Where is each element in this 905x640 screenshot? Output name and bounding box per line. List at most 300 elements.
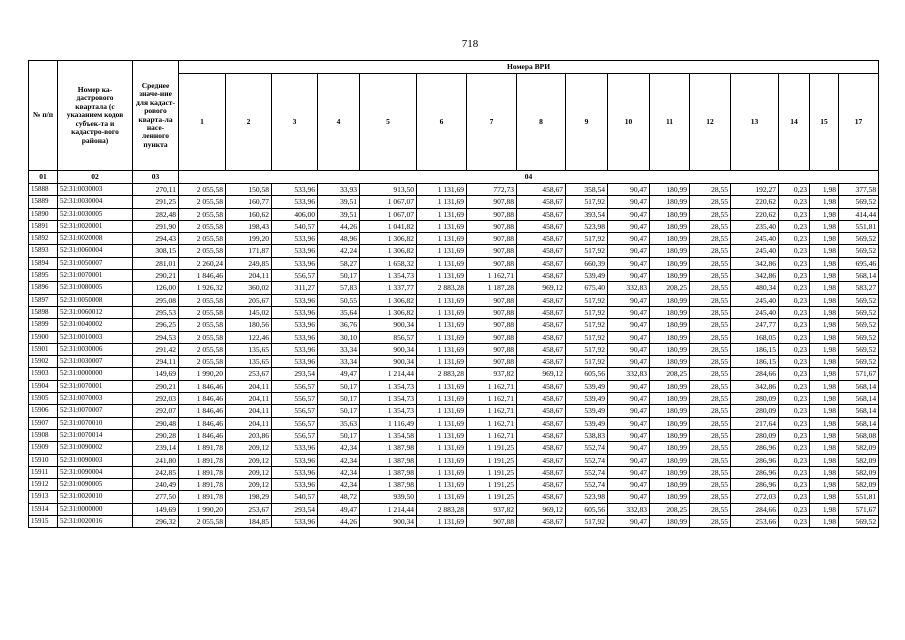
vri-value: 0,23 xyxy=(779,196,810,208)
row-number: 15907 xyxy=(29,417,58,429)
vri-value: 28,55 xyxy=(690,208,731,220)
vri-value: 42,34 xyxy=(318,454,360,466)
vri-value: 1,98 xyxy=(810,356,839,368)
table-row xyxy=(29,196,879,208)
vri-value: 36,76 xyxy=(318,319,360,331)
vri-value: 28,55 xyxy=(690,503,731,515)
vri-value: 414,44 xyxy=(839,208,879,220)
vri-value: 533,96 xyxy=(272,442,318,454)
vri-value: 556,57 xyxy=(272,393,318,405)
vri-value: 937,82 xyxy=(467,503,517,515)
vri-value: 1 306,82 xyxy=(360,245,417,257)
vri-value: 1,98 xyxy=(810,491,839,503)
header-vri-3: 3 xyxy=(272,74,318,171)
vri-value: 1 131,69 xyxy=(417,417,467,429)
vri-value: 907,88 xyxy=(467,356,517,368)
vri-value: 2 055,58 xyxy=(179,516,226,528)
vri-value: 28,55 xyxy=(690,491,731,503)
table-row xyxy=(29,442,879,454)
vri-value: 30,10 xyxy=(318,331,360,343)
vri-value: 1 846,46 xyxy=(179,270,226,282)
vri-value: 583,27 xyxy=(839,282,879,294)
table-body xyxy=(29,184,879,528)
vri-value: 58,27 xyxy=(318,257,360,269)
vri-value: 48,96 xyxy=(318,233,360,245)
vri-value: 28,55 xyxy=(690,368,731,380)
vri-value: 180,99 xyxy=(650,356,690,368)
cadastral-quarter: 52:31:0000000 xyxy=(58,368,133,380)
table-row xyxy=(29,331,879,343)
vri-value: 1 131,69 xyxy=(417,454,467,466)
vri-value: 28,55 xyxy=(690,393,731,405)
vri-value: 42,34 xyxy=(318,466,360,478)
vri-value: 284,66 xyxy=(731,503,779,515)
cadastral-quarter: 52:31:0030003 xyxy=(58,184,133,196)
vri-value: 2 055,58 xyxy=(179,220,226,232)
vri-value: 272,03 xyxy=(731,491,779,503)
vri-value: 1 187,28 xyxy=(467,282,517,294)
vri-value: 180,99 xyxy=(650,454,690,466)
vri-value: 180,99 xyxy=(650,479,690,491)
header-vri-8: 8 xyxy=(517,74,566,171)
header-vri-12: 12 xyxy=(690,74,731,171)
vri-value: 406,00 xyxy=(272,208,318,220)
header-vri-5: 5 xyxy=(360,74,417,171)
table-row xyxy=(29,393,879,405)
vri-value: 42,24 xyxy=(318,245,360,257)
vri-value: 2 883,28 xyxy=(417,282,467,294)
vri-value: 523,98 xyxy=(566,491,608,503)
row-number: 15891 xyxy=(29,220,58,232)
row-number: 15902 xyxy=(29,356,58,368)
vri-value: 458,67 xyxy=(517,196,566,208)
vri-value: 1,98 xyxy=(810,479,839,491)
vri-value: 208,25 xyxy=(650,282,690,294)
vri-value: 249,85 xyxy=(226,257,272,269)
vri-value: 900,34 xyxy=(360,516,417,528)
vri-value: 1 131,69 xyxy=(417,442,467,454)
vri-value: 220,62 xyxy=(731,196,779,208)
vri-value: 605,56 xyxy=(566,503,608,515)
vri-value: 458,67 xyxy=(517,245,566,257)
row-number: 15905 xyxy=(29,393,58,405)
vri-value: 39,51 xyxy=(318,208,360,220)
code-label: 04 xyxy=(179,171,879,184)
table-row xyxy=(29,429,879,441)
vri-value: 171,87 xyxy=(226,245,272,257)
vri-value: 0,23 xyxy=(779,282,810,294)
vri-value: 540,57 xyxy=(272,491,318,503)
row-number: 15892 xyxy=(29,233,58,245)
header-vri-2: 2 xyxy=(226,74,272,171)
vri-value: 1 131,69 xyxy=(417,294,467,306)
vri-value: 533,96 xyxy=(272,356,318,368)
vri-value: 50,55 xyxy=(318,294,360,306)
vri-value: 208,25 xyxy=(650,503,690,515)
row-number: 15909 xyxy=(29,442,58,454)
table-row xyxy=(29,516,879,528)
vri-value: 180,99 xyxy=(650,516,690,528)
vri-value: 1 354,73 xyxy=(360,393,417,405)
vri-value: 458,67 xyxy=(517,343,566,355)
vri-value: 1 214,44 xyxy=(360,368,417,380)
vri-value: 1 846,46 xyxy=(179,405,226,417)
vri-value: 90,47 xyxy=(608,479,650,491)
vri-value: 2 055,58 xyxy=(179,356,226,368)
vri-value: 458,67 xyxy=(517,491,566,503)
vri-value: 1,98 xyxy=(810,343,839,355)
vri-value: 900,34 xyxy=(360,343,417,355)
vri-value: 42,34 xyxy=(318,479,360,491)
cadastral-quarter: 52:31:0030005 xyxy=(58,208,133,220)
vri-value: 280,09 xyxy=(731,429,779,441)
vri-value: 180,99 xyxy=(650,306,690,318)
cadastral-quarter: 52:31:0050008 xyxy=(58,294,133,306)
table-row xyxy=(29,380,879,392)
vri-value: 458,67 xyxy=(517,331,566,343)
vri-value: 180,99 xyxy=(650,491,690,503)
header-quarter: Номер ка-дастрового квартала (с указанием кодов субъек-та и кадастро-вого района) xyxy=(58,61,133,171)
vri-value: 1 891,78 xyxy=(179,442,226,454)
cadastral-quarter: 52:31:0070001 xyxy=(58,380,133,392)
cadastral-quarter: 52:31:0030004 xyxy=(58,196,133,208)
vri-value: 90,47 xyxy=(608,208,650,220)
vri-value: 1 131,69 xyxy=(417,380,467,392)
vri-value: 0,23 xyxy=(779,294,810,306)
vri-value: 90,47 xyxy=(608,516,650,528)
vri-value: 517,92 xyxy=(566,294,608,306)
vri-value: 50,17 xyxy=(318,270,360,282)
vri-value: 0,23 xyxy=(779,466,810,478)
vri-value: 198,29 xyxy=(226,491,272,503)
row-number: 15904 xyxy=(29,380,58,392)
vri-value: 0,23 xyxy=(779,429,810,441)
vri-value: 180,99 xyxy=(650,343,690,355)
table-row xyxy=(29,245,879,257)
cadastral-quarter: 52:31:0030006 xyxy=(58,343,133,355)
vri-value: 1 387,98 xyxy=(360,442,417,454)
vri-value: 1 131,69 xyxy=(417,319,467,331)
vri-value: 517,92 xyxy=(566,233,608,245)
table-row xyxy=(29,233,879,245)
vri-value: 517,92 xyxy=(566,516,608,528)
average-value: 294,11 xyxy=(133,356,179,368)
vri-value: 44,26 xyxy=(318,220,360,232)
vri-value: 0,23 xyxy=(779,306,810,318)
row-number: 15900 xyxy=(29,331,58,343)
row-number: 15890 xyxy=(29,208,58,220)
vri-value: 1 162,71 xyxy=(467,429,517,441)
vri-value: 1 131,69 xyxy=(417,331,467,343)
vri-value: 1 131,69 xyxy=(417,343,467,355)
vri-value: 1 191,25 xyxy=(467,466,517,478)
vri-value: 556,57 xyxy=(272,380,318,392)
vri-value: 539,49 xyxy=(566,393,608,405)
vri-value: 1 131,69 xyxy=(417,491,467,503)
vri-value: 568,14 xyxy=(839,405,879,417)
header-vri-7: 7 xyxy=(467,74,517,171)
header-vri-13: 13 xyxy=(731,74,779,171)
vri-value: 1 846,46 xyxy=(179,393,226,405)
average-value: 149,69 xyxy=(133,368,179,380)
vri-value: 90,47 xyxy=(608,196,650,208)
vri-value: 1 387,98 xyxy=(360,466,417,478)
table-row xyxy=(29,343,879,355)
vri-value: 1 387,98 xyxy=(360,479,417,491)
vri-value: 552,74 xyxy=(566,442,608,454)
vri-value: 90,47 xyxy=(608,417,650,429)
vri-value: 1,98 xyxy=(810,270,839,282)
vri-value: 533,96 xyxy=(272,294,318,306)
cadastral-quarter: 52:31:0070014 xyxy=(58,429,133,441)
vri-value: 184,85 xyxy=(226,516,272,528)
vri-value: 28,55 xyxy=(690,184,731,196)
row-number: 15911 xyxy=(29,466,58,478)
vri-value: 458,67 xyxy=(517,454,566,466)
vri-value: 28,55 xyxy=(690,257,731,269)
vri-value: 393,54 xyxy=(566,208,608,220)
vri-value: 1 306,82 xyxy=(360,233,417,245)
vri-value: 90,47 xyxy=(608,491,650,503)
vri-value: 1 131,69 xyxy=(417,245,467,257)
vri-value: 186,15 xyxy=(731,343,779,355)
vri-value: 28,55 xyxy=(690,356,731,368)
vri-value: 772,73 xyxy=(467,184,517,196)
vri-value: 533,96 xyxy=(272,306,318,318)
vri-value: 90,47 xyxy=(608,466,650,478)
cadastral-quarter: 52:31:0020016 xyxy=(58,516,133,528)
vri-value: 0,23 xyxy=(779,208,810,220)
vri-value: 2 055,58 xyxy=(179,343,226,355)
vri-value: 458,67 xyxy=(517,220,566,232)
vri-value: 286,96 xyxy=(731,466,779,478)
vri-value: 135,65 xyxy=(226,343,272,355)
vri-value: 90,47 xyxy=(608,393,650,405)
vri-value: 0,23 xyxy=(779,417,810,429)
cadastral-quarter: 52:31:0060004 xyxy=(58,245,133,257)
vri-value: 571,67 xyxy=(839,503,879,515)
vri-value: 1 067,07 xyxy=(360,208,417,220)
vri-value: 533,96 xyxy=(272,331,318,343)
vri-value: 1 162,71 xyxy=(467,270,517,282)
cadastral-quarter: 52:31:0030007 xyxy=(58,356,133,368)
vri-value: 28,55 xyxy=(690,306,731,318)
vri-value: 582,09 xyxy=(839,454,879,466)
vri-value: 33,34 xyxy=(318,356,360,368)
row-number: 15894 xyxy=(29,257,58,269)
vri-value: 90,47 xyxy=(608,319,650,331)
vri-value: 342,86 xyxy=(731,270,779,282)
vri-value: 180,99 xyxy=(650,257,690,269)
vri-value: 204,11 xyxy=(226,380,272,392)
vri-value: 0,23 xyxy=(779,245,810,257)
vri-value: 458,67 xyxy=(517,380,566,392)
vri-value: 0,23 xyxy=(779,454,810,466)
vri-value: 1,98 xyxy=(810,319,839,331)
row-number: 15912 xyxy=(29,479,58,491)
vri-value: 1 354,73 xyxy=(360,405,417,417)
vri-value: 907,88 xyxy=(467,319,517,331)
average-value: 291,42 xyxy=(133,343,179,355)
row-number: 15893 xyxy=(29,245,58,257)
vri-value: 458,67 xyxy=(517,208,566,220)
vri-value: 913,50 xyxy=(360,184,417,196)
cadastral-quarter: 52:31:0060012 xyxy=(58,306,133,318)
row-number: 15901 xyxy=(29,343,58,355)
vri-value: 582,09 xyxy=(839,466,879,478)
vri-value: 192,27 xyxy=(731,184,779,196)
average-value: 241,80 xyxy=(133,454,179,466)
vri-value: 1 067,07 xyxy=(360,196,417,208)
cadastral-quarter: 52:31:0070010 xyxy=(58,417,133,429)
vri-value: 1 846,46 xyxy=(179,429,226,441)
vri-value: 360,02 xyxy=(226,282,272,294)
vri-value: 90,47 xyxy=(608,331,650,343)
average-value: 291,25 xyxy=(133,196,179,208)
vri-value: 150,58 xyxy=(226,184,272,196)
vri-value: 1 306,82 xyxy=(360,306,417,318)
vri-value: 1 846,46 xyxy=(179,380,226,392)
vri-value: 50,17 xyxy=(318,405,360,417)
vri-value: 2 055,58 xyxy=(179,306,226,318)
vri-value: 1 191,25 xyxy=(467,491,517,503)
vri-value: 1,98 xyxy=(810,429,839,441)
vri-value: 90,47 xyxy=(608,233,650,245)
row-number: 15889 xyxy=(29,196,58,208)
vri-value: 1,98 xyxy=(810,208,839,220)
average-value: 277,50 xyxy=(133,491,179,503)
table-row xyxy=(29,479,879,491)
vri-value: 180,99 xyxy=(650,380,690,392)
vri-value: 180,99 xyxy=(650,270,690,282)
vri-value: 0,23 xyxy=(779,331,810,343)
vri-value: 0,23 xyxy=(779,503,810,515)
vri-value: 57,83 xyxy=(318,282,360,294)
vri-value: 458,67 xyxy=(517,233,566,245)
vri-value: 517,92 xyxy=(566,331,608,343)
vri-value: 1 131,69 xyxy=(417,356,467,368)
vri-value: 569,52 xyxy=(839,356,879,368)
vri-value: 568,14 xyxy=(839,270,879,282)
vri-value: 2 055,58 xyxy=(179,196,226,208)
vri-value: 180,99 xyxy=(650,319,690,331)
cadastral-quarter: 52:31:0000000 xyxy=(58,503,133,515)
vri-value: 180,56 xyxy=(226,319,272,331)
average-value: 242,85 xyxy=(133,466,179,478)
vri-value: 551,81 xyxy=(839,491,879,503)
vri-value: 552,74 xyxy=(566,479,608,491)
cadastral-quarter: 52:31:0090004 xyxy=(58,466,133,478)
vri-value: 1,98 xyxy=(810,282,839,294)
vri-value: 517,92 xyxy=(566,356,608,368)
vri-value: 907,88 xyxy=(467,306,517,318)
vri-value: 1,98 xyxy=(810,196,839,208)
vri-value: 247,77 xyxy=(731,319,779,331)
vri-value: 569,52 xyxy=(839,306,879,318)
vri-value: 533,96 xyxy=(272,257,318,269)
vri-value: 939,50 xyxy=(360,491,417,503)
vri-value: 42,34 xyxy=(318,442,360,454)
vri-value: 907,88 xyxy=(467,220,517,232)
vri-value: 458,67 xyxy=(517,479,566,491)
header-vri-14: 14 xyxy=(779,74,810,171)
vri-value: 35,63 xyxy=(318,417,360,429)
vri-value: 1,98 xyxy=(810,294,839,306)
cadastral-quarter: 52:31:0020010 xyxy=(58,491,133,503)
vri-value: 458,67 xyxy=(517,405,566,417)
vri-value: 1 891,78 xyxy=(179,479,226,491)
vri-value: 458,67 xyxy=(517,466,566,478)
row-number: 15897 xyxy=(29,294,58,306)
vri-value: 280,09 xyxy=(731,405,779,417)
vri-value: 28,55 xyxy=(690,466,731,478)
vri-value: 286,96 xyxy=(731,479,779,491)
vri-value: 1 041,82 xyxy=(360,220,417,232)
vri-value: 969,12 xyxy=(517,282,566,294)
vri-value: 180,99 xyxy=(650,417,690,429)
vri-value: 556,57 xyxy=(272,429,318,441)
vri-value: 907,88 xyxy=(467,208,517,220)
row-number: 15906 xyxy=(29,405,58,417)
vri-value: 0,23 xyxy=(779,491,810,503)
average-value: 149,69 xyxy=(133,503,179,515)
vri-value: 0,23 xyxy=(779,405,810,417)
vri-value: 582,09 xyxy=(839,442,879,454)
vri-value: 204,11 xyxy=(226,270,272,282)
row-number: 15914 xyxy=(29,503,58,515)
table-row xyxy=(29,282,879,294)
vri-value: 235,40 xyxy=(731,220,779,232)
vri-value: 293,54 xyxy=(272,368,318,380)
cadastral-quarter: 52:31:0070003 xyxy=(58,393,133,405)
vri-value: 1 191,25 xyxy=(467,454,517,466)
vri-value: 28,55 xyxy=(690,294,731,306)
vri-value: 480,34 xyxy=(731,282,779,294)
vri-value: 39,51 xyxy=(318,196,360,208)
vri-value: 217,64 xyxy=(731,417,779,429)
vri-value: 556,57 xyxy=(272,405,318,417)
vri-value: 937,82 xyxy=(467,368,517,380)
header-vri-15: 15 xyxy=(810,74,839,171)
vri-value: 1 131,69 xyxy=(417,270,467,282)
vri-value: 245,40 xyxy=(731,233,779,245)
vri-value: 538,83 xyxy=(566,429,608,441)
vri-value: 220,62 xyxy=(731,208,779,220)
vri-value: 660,39 xyxy=(566,257,608,269)
vri-value: 332,83 xyxy=(608,368,650,380)
vri-value: 533,96 xyxy=(272,454,318,466)
cadastral-quarter: 52:31:0010003 xyxy=(58,331,133,343)
vri-value: 286,96 xyxy=(731,454,779,466)
vri-value: 605,56 xyxy=(566,368,608,380)
vri-value: 458,67 xyxy=(517,257,566,269)
vri-value: 0,23 xyxy=(779,220,810,232)
vri-value: 569,52 xyxy=(839,233,879,245)
table-row xyxy=(29,503,879,515)
vri-value: 539,49 xyxy=(566,417,608,429)
vri-value: 2 055,58 xyxy=(179,208,226,220)
vri-value: 28,55 xyxy=(690,380,731,392)
vri-value: 311,27 xyxy=(272,282,318,294)
vri-value: 533,96 xyxy=(272,466,318,478)
cadastral-quarter: 52:31:0090003 xyxy=(58,454,133,466)
vri-value: 0,23 xyxy=(779,380,810,392)
vri-value: 0,23 xyxy=(779,516,810,528)
vri-value: 293,54 xyxy=(272,503,318,515)
vri-value: 1 131,69 xyxy=(417,479,467,491)
vri-value: 907,88 xyxy=(467,233,517,245)
vri-value: 2 883,28 xyxy=(417,503,467,515)
